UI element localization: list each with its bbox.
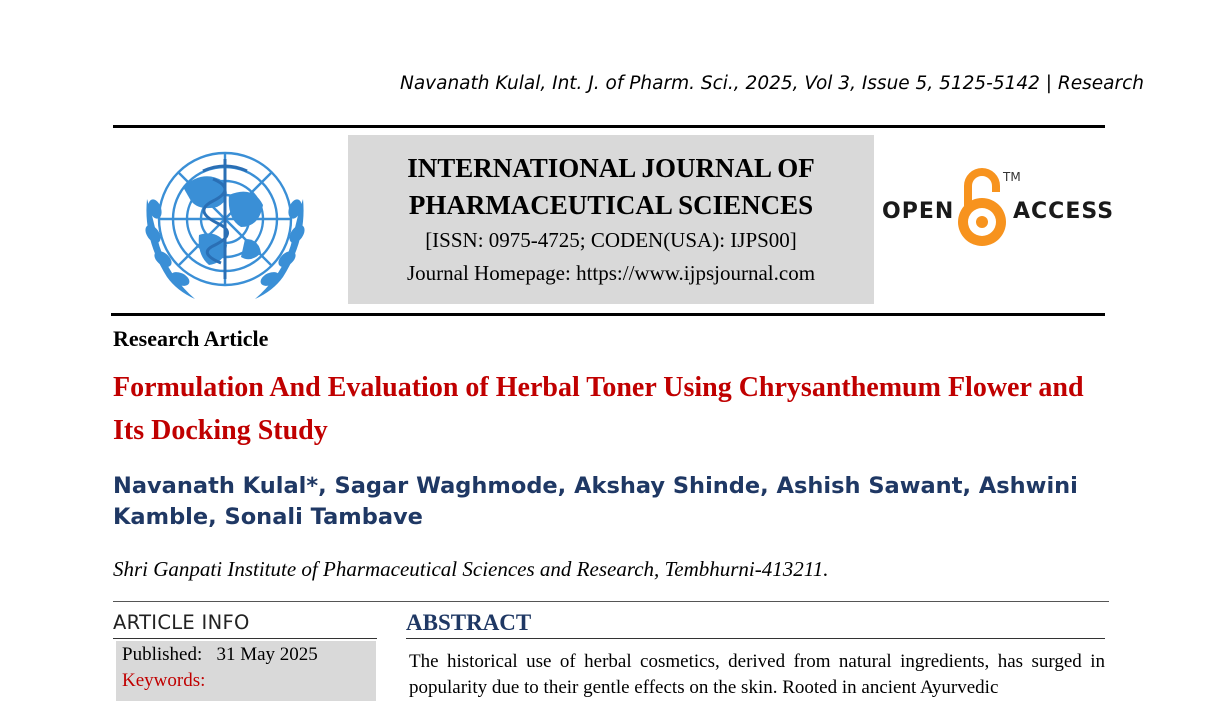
un-style-emblem-icon (125, 139, 325, 307)
article-info-label: ARTICLE INFO (113, 611, 250, 634)
article-title: Formulation And Evaluation of Herbal Toner Using Chrysanthemum Flower and Its Docking Study (113, 372, 1084, 446)
author-affiliation: Shri Ganpati Institute of Pharmaceutical Sciences and Research, Tembhurni-413211. (113, 557, 829, 581)
journal-masthead (348, 135, 874, 304)
abstract-heading: ABSTRACT (406, 610, 532, 635)
article-type: Research Article (113, 326, 269, 351)
journal-issn: [ISSN: 0975-4725; CODEN(USA): IJPS00] (425, 228, 797, 252)
published-date: Published: 31 May 2025 (122, 644, 318, 665)
open-access-open-text: OPEN (882, 199, 955, 224)
journal-name-line1: INTERNATIONAL JOURNAL OF (407, 153, 815, 183)
open-access-logo (880, 166, 1115, 252)
header-rule-top (113, 125, 1105, 128)
abstract-rule (406, 638, 1105, 639)
section-divider (113, 601, 1109, 602)
abstract-text: The historical use of herbal cosmetics, derived from natural ingredients, has surged in popularity due to their gentle effects on the skin. Rooted in ancient Ayurvedic (409, 651, 1105, 698)
article-info-rule (113, 638, 377, 639)
running-header: Navanath Kulal, Int. J. of Pharm. Sci., 2025, Vol 3, Issue 5, 5125-5142 | Research (400, 73, 1145, 94)
open-access-access-text: ACCESS (1013, 199, 1115, 224)
open-access-trademark: TM (1003, 170, 1021, 184)
keywords-label: Keywords: (122, 670, 206, 691)
journal-name-line2: PHARMACEUTICAL SCIENCES (408, 190, 814, 220)
article-authors: Navanath Kulal*, Sagar Waghmode, Akshay Shinde, Ashish Sawant, Ashwini Kamble, Sonali Tambave (113, 473, 1078, 530)
journal-homepage[interactable]: Journal Homepage: https://www.ijpsjournal.com (406, 261, 816, 285)
header-rule-bottom (111, 313, 1105, 316)
